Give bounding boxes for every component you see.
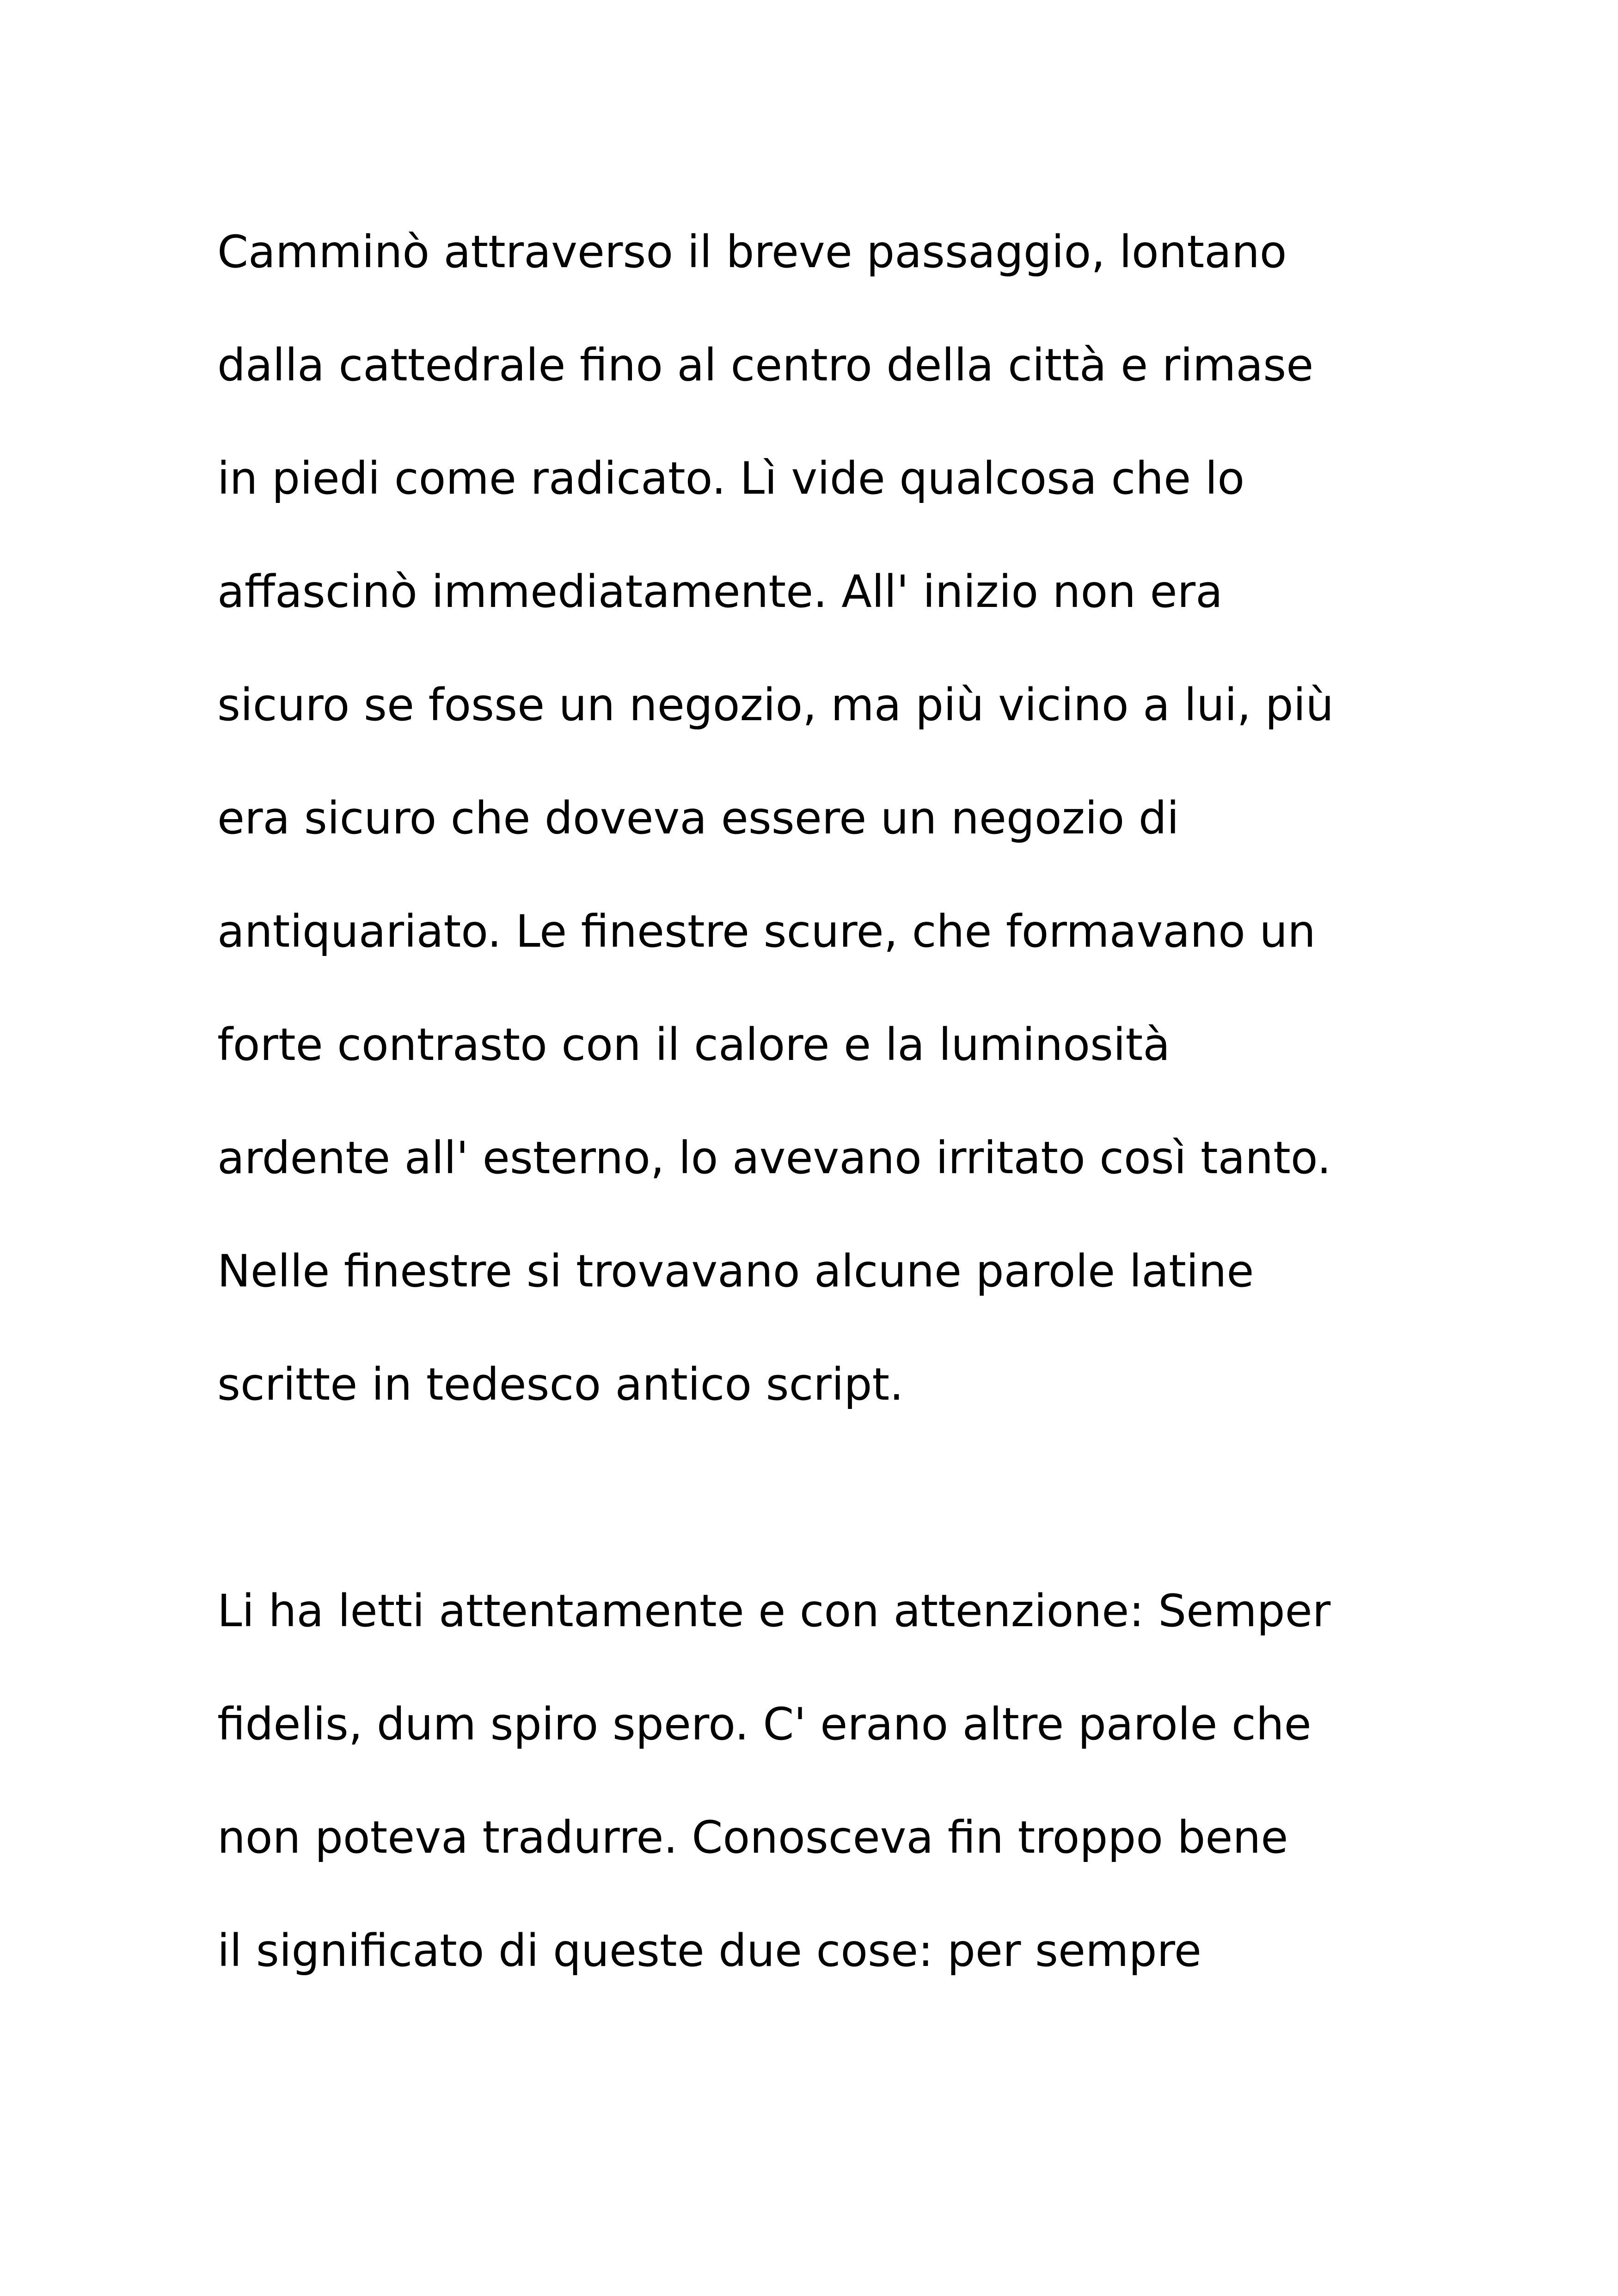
text-line: antiquariato. Le finestre scure, che formavano un bbox=[217, 906, 1316, 957]
text-line: dalla cattedrale fino al centro della città e rimase bbox=[217, 339, 1314, 391]
text-line: non poteva tradurre. Conosceva fin troppo bene bbox=[217, 1812, 1288, 1863]
text-line: Nelle finestre si trovavano alcune parole latine bbox=[217, 1245, 1254, 1297]
text-line: ardente all' esterno, lo avevano irritato così tanto. bbox=[217, 1132, 1331, 1184]
text-line: Li ha letti attentamente e con attenzione: Semper bbox=[217, 1585, 1331, 1637]
text-line: sicuro se fosse un negozio, ma più vicino a lui, più bbox=[217, 679, 1334, 731]
text-line: fidelis, dum spiro spero. C' erano altre parole che bbox=[217, 1698, 1312, 1750]
text-line: il significato di queste due cose: per sempre bbox=[217, 1925, 1201, 1977]
text-line: forte contrasto con il calore e la luminosità bbox=[217, 1019, 1171, 1071]
text-line: affascinò immediatamente. All' inizio non era bbox=[217, 566, 1223, 618]
text-line: era sicuro che doveva essere un negozio di bbox=[217, 792, 1179, 844]
text-line: Camminò attraverso il breve passaggio, lontano bbox=[217, 226, 1287, 278]
text-line: in piedi come radicato. Lì vide qualcosa che lo bbox=[217, 453, 1245, 504]
text-line: scritte in tedesco antico script. bbox=[217, 1359, 904, 1410]
